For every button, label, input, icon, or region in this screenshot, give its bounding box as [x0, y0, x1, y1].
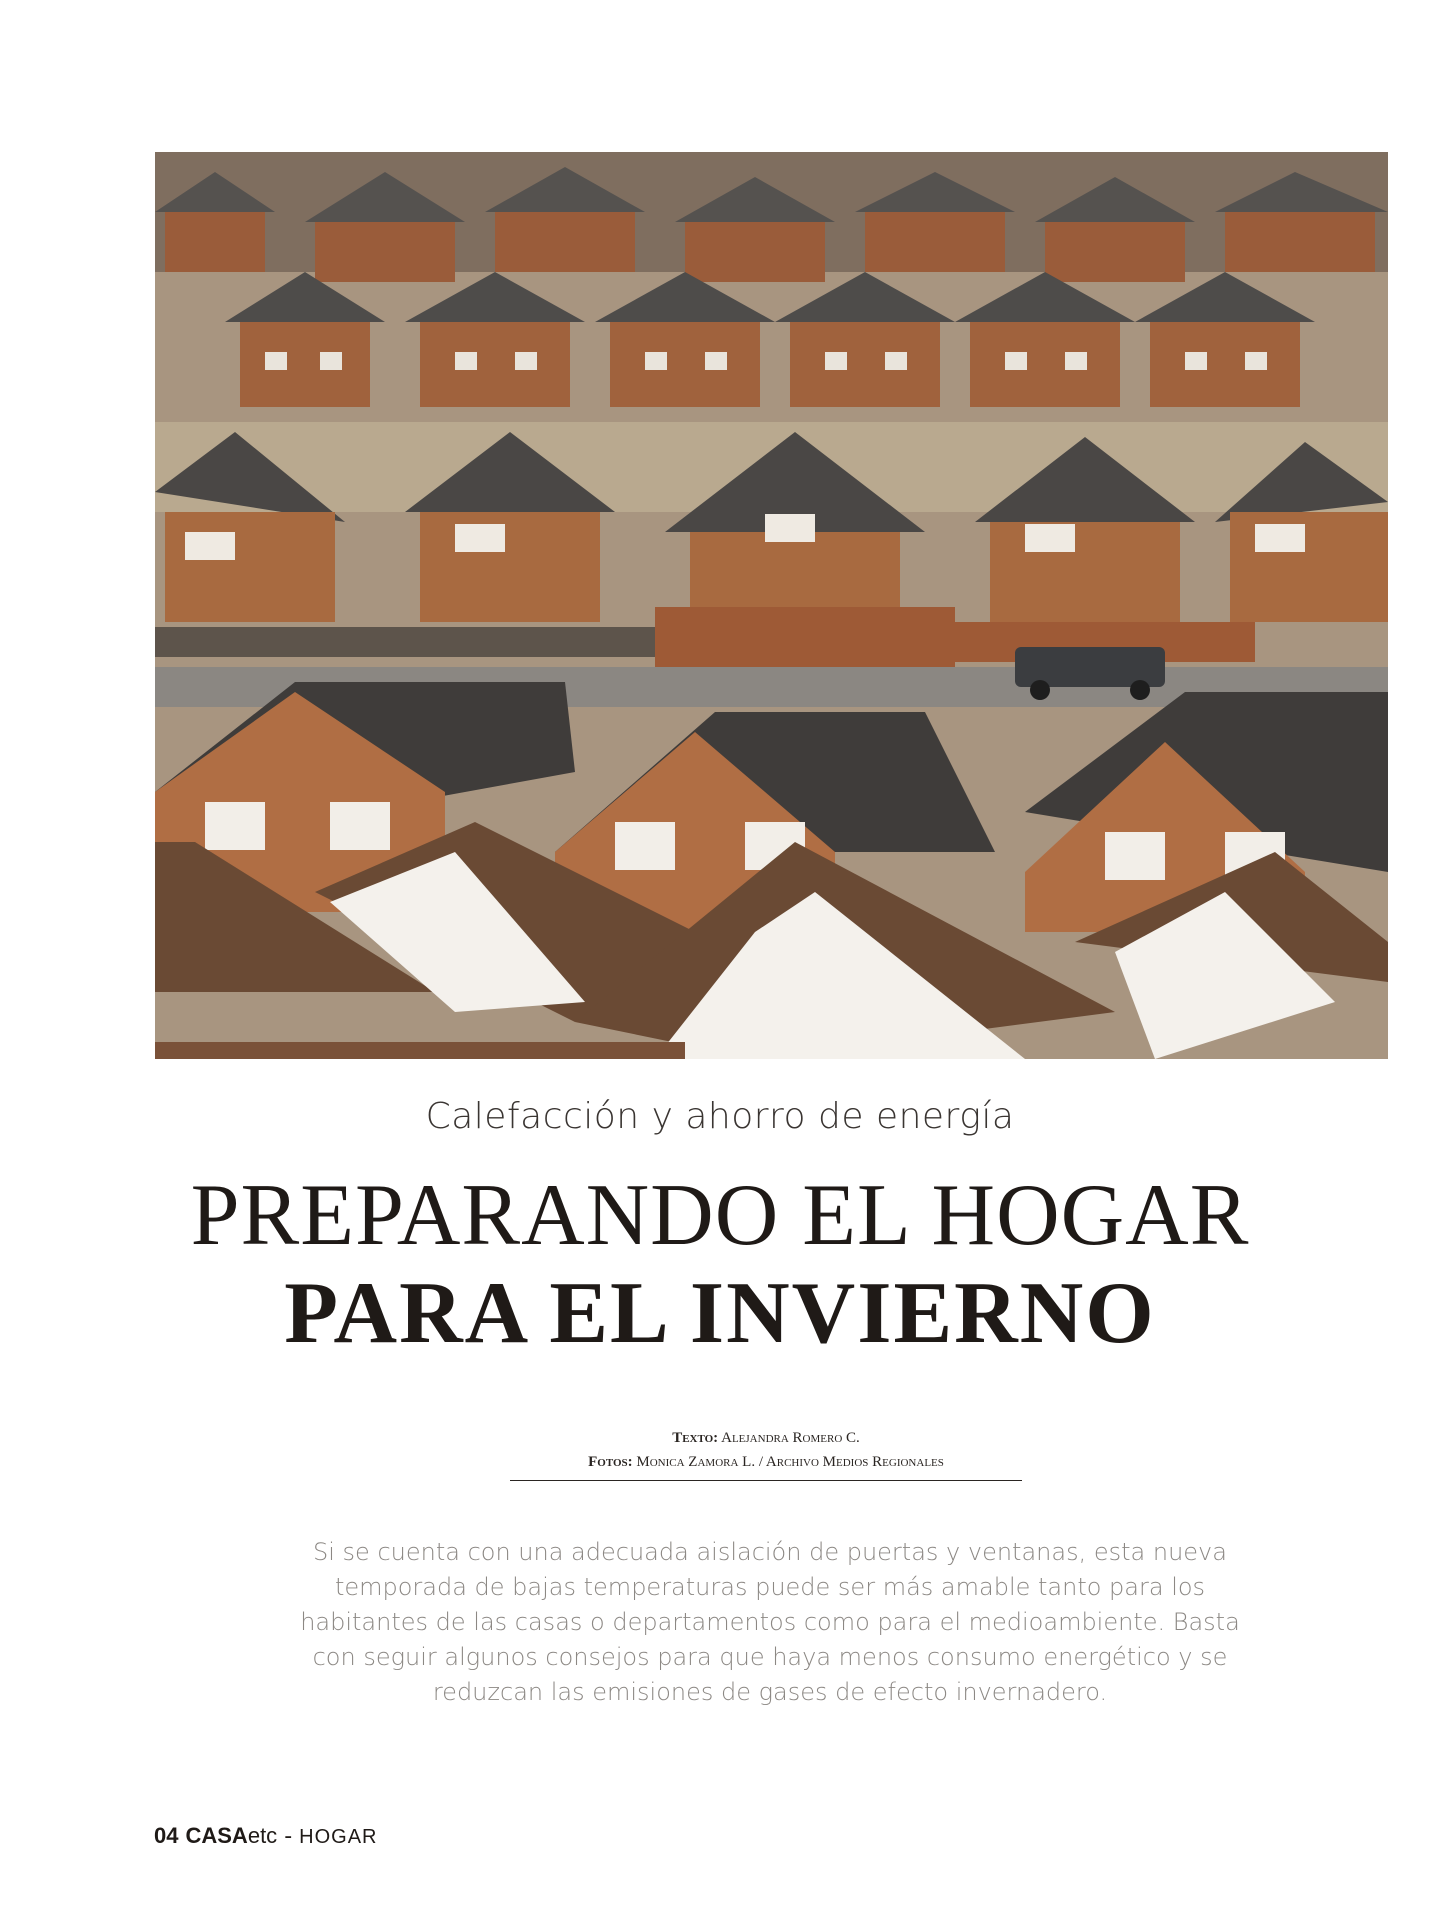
text-credit-author: Alejandra Romero C.	[721, 1430, 860, 1446]
text-credit-label: Texto:	[672, 1430, 719, 1446]
article-title-line2: PARA EL INVIERNO	[284, 1265, 1156, 1362]
section-name: HOGAR	[299, 1826, 378, 1848]
article-credits	[510, 1426, 1022, 1481]
article-lede: Si se cuenta con una adecuada aislación de puertas y ventanas, esta nueva temporada de bajas temperaturas puede ser más amable tanto para los habitantes de las casas o departamentos como para el medioambiente. Basta con seguir algunos consejos para que haya menos consumo energético y se reduzcan las emisiones de gases de efecto invernadero.	[300, 1538, 1240, 1706]
footer-separator: -	[284, 1824, 293, 1849]
page-footer	[154, 1823, 377, 1849]
magazine-brand: CASA	[185, 1823, 248, 1848]
photo-credit-label: Fotos:	[588, 1454, 633, 1470]
text-credit	[510, 1426, 1022, 1450]
article-title-line1: PREPARANDO EL HOGAR	[190, 1167, 1250, 1264]
houses-illustration	[155, 152, 1388, 1059]
photo-credit-author: Monica Zamora L. / Archivo Medios Regionales	[636, 1454, 944, 1470]
article-kicker: Calefacción y ahorro de energía	[425, 1096, 1015, 1137]
magazine-brand-suffix: etc	[247, 1823, 278, 1848]
page-number: 04	[154, 1823, 179, 1848]
photo-credit	[510, 1450, 1022, 1481]
hero-photo	[155, 152, 1388, 1059]
